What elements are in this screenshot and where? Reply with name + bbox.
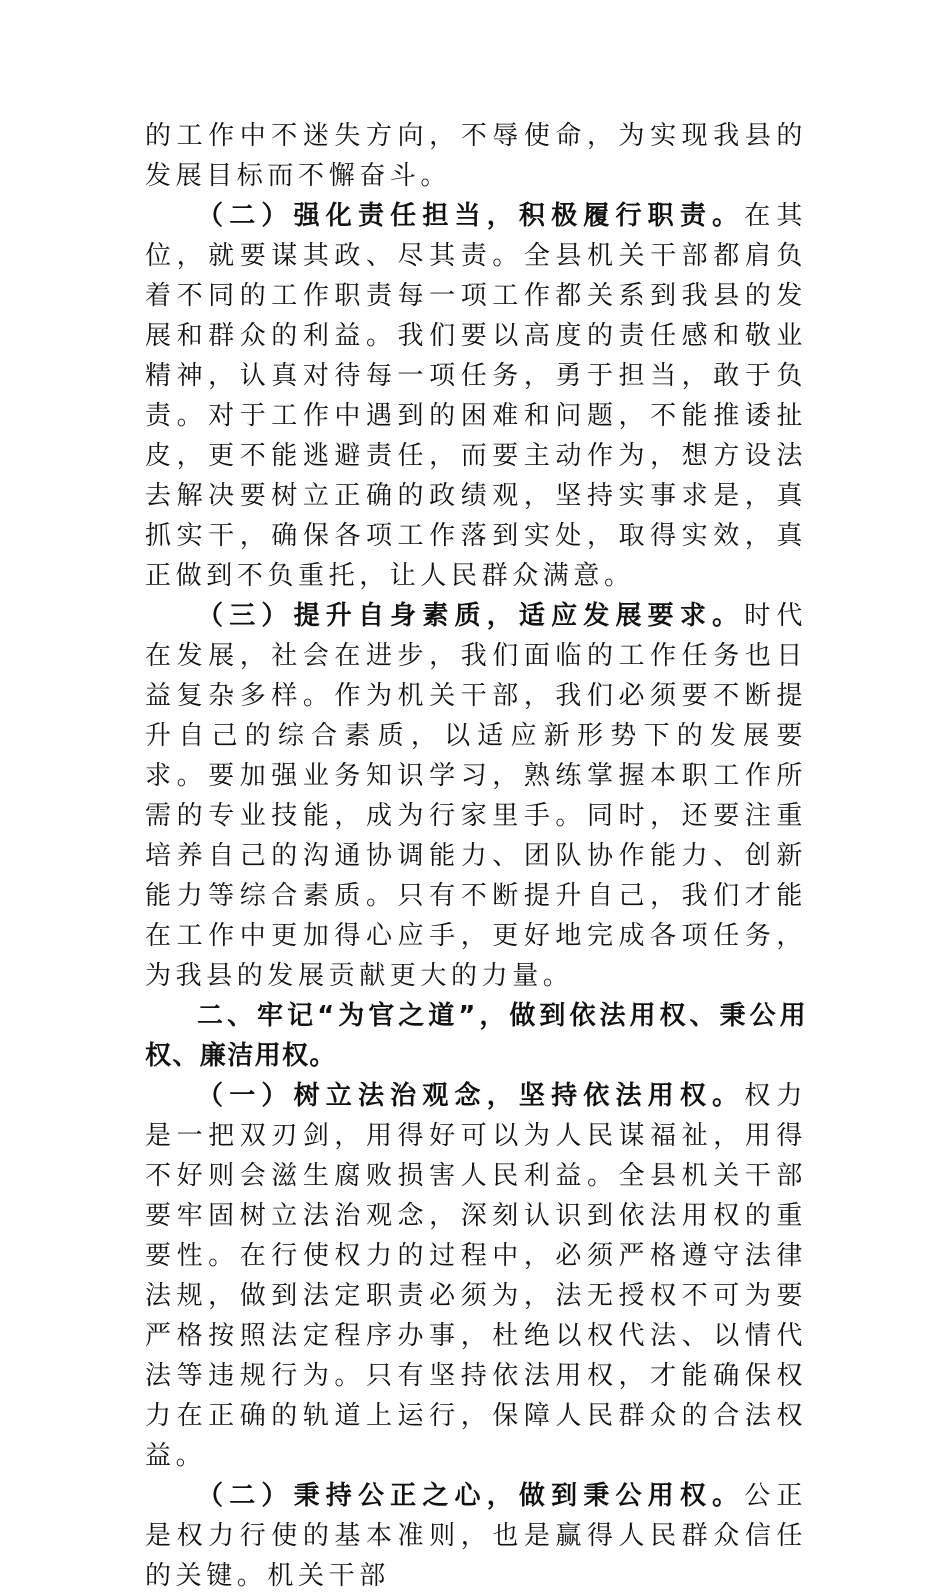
paragraph-rule-of-law [145,1076,807,1476]
paragraph-responsibility [145,196,807,596]
paragraph-quality [145,596,807,996]
subheading-quality: （三）提升自身素质，适应发展要求。 [197,601,745,631]
paragraph-impartiality-body: 公正是权力行使的基本准则，也是赢得人民群众信任的关键。机关干部 [145,1481,808,1591]
paragraph-continued: 的工作中不迷失方向，不辱使命，为实现我县的发展目标而不懈奋斗。 [145,121,807,191]
document-page [145,116,807,1596]
subheading-impartiality: （二）秉持公正之心，做到秉公用权。 [197,1481,745,1511]
subheading-responsibility: （二）强化责任担当，积极履行职责。 [197,201,745,231]
paragraph-impartiality [145,1476,807,1596]
subheading-rule-of-law: （一）树立法治观念，坚持依法用权。 [197,1081,745,1111]
section-heading-2: 二、牢记“为官之道”，做到依法用权、秉公用权、廉洁用权。 [145,1001,807,1071]
paragraph-rule-of-law-body: 权力是一把双刃剑，用得好可以为人民谋福祉，用得不好则会滋生腐败损害人民利益。全县机关干部要牢固树立法治观念，深刻认识到依法用权的重要性。在行使权力的过程中，必须严格遵守法律法规，做到法定职责必须为，法无授权不可为要严格按照法定程序办事，杜绝以权代法、以情代法等违规行为。只有坚持依法用权，才能确保权力在正确的轨道上运行，保障人民群众的合法权益。 [145,1081,808,1471]
paragraph-quality-body: 时代在发展，社会在进步，我们面临的工作任务也日益复杂多样。作为机关干部，我们必须要不断提升自己的综合素质，以适应新形势下的发展要求。要加强业务知识学习，熟练掌握本职工作所需的专业技能，成为行家里手。同时，还要注重培养自己的沟通协调能力、团队协作能力、创新能力等综合素质。只有不断提升自己，我们才能在工作中更加得心应手，更好地完成各项任务，为我县的发展贡献更大的力量。 [145,601,808,991]
paragraph-responsibility-body: 在其位，就要谋其政、尽其责。全县机关干部都肩负着不同的工作职责每一项工作都关系到我县的发展和群众的利益。我们要以高度的责任感和敬业精神，认真对待每一项任务，勇于担当，敢于负责。对于工作中遇到的困难和问题，不能推诿扯皮，更不能逃避责任，而要主动作为，想方设法去解决要树立正确的政绩观，坚持实事求是，真抓实干，确保各项工作落到实处，取得实效，真正做到不负重托，让人民群众满意。 [145,201,808,591]
